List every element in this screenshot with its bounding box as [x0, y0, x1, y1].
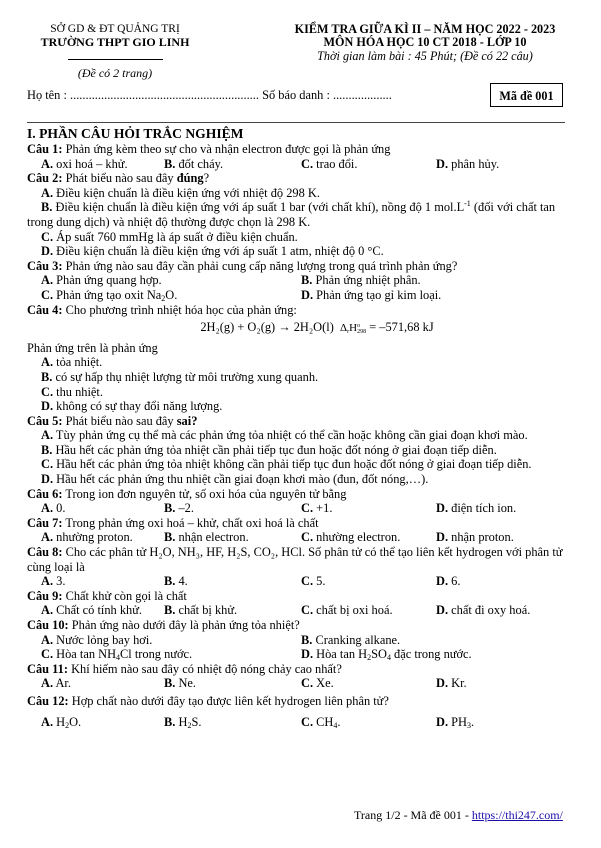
- option-text-mid: SO: [371, 647, 387, 662]
- equation-rhs: = –571,68 kJ: [369, 320, 434, 335]
- question-stem: Trong phản ứng oxi hoá – khử, chất oxi hoá là chất: [65, 515, 319, 530]
- option-key: B.: [164, 501, 176, 516]
- option-text: chất đi oxy hoá.: [451, 603, 531, 618]
- option-key: B.: [41, 369, 53, 384]
- option-a[interactable]: [41, 676, 164, 691]
- question-10-options-row1: [27, 633, 567, 648]
- question-8-options: [27, 574, 567, 589]
- option-d[interactable]: [436, 574, 561, 589]
- exam-content: [27, 125, 567, 729]
- option-text: Cranking alkane.: [315, 632, 401, 647]
- question-stem: Cho các phân tử H₂O, NH₃, HF, H₂S, CO₂, HCl. Số phân tử có thể tạo liên kết hydrogen với phân tử cùng loại là: [27, 545, 563, 574]
- option-text: nhường electron.: [316, 530, 401, 545]
- exam-title: KIỂM TRA GIỮA KÌ II – NĂM HỌC 2022 - 2023: [294, 22, 556, 36]
- option-text: Áp suất 760 mmHg là áp suất ở điều kiện chuẩn.: [56, 229, 298, 244]
- option-text: nhận proton.: [451, 530, 514, 545]
- subscript: 3: [467, 720, 471, 730]
- option-text: oxi hoá – khử.: [56, 156, 128, 171]
- option-b[interactable]: [164, 574, 301, 589]
- option-d[interactable]: [301, 647, 561, 662]
- option-key: C.: [301, 676, 314, 691]
- option-a[interactable]: [41, 715, 164, 730]
- option-c[interactable]: [301, 530, 436, 545]
- option-text: Hầu hết các phản ứng thu nhiệt cần giai đoạn khơi mào (đun, đốt nóng,…).: [56, 472, 429, 487]
- question-7-options: [27, 530, 567, 545]
- question-label: Câu 11:: [27, 661, 68, 676]
- subscript: 4: [386, 653, 391, 663]
- equation-lhs: 2H₂(g) + O₂(g) → 2H₂O(l): [200, 320, 334, 335]
- option-key: D.: [301, 647, 314, 662]
- option-c[interactable]: [301, 603, 436, 618]
- option-text: Hầu hết các phản ứng tỏa nhiệt không cần phải tiếp tục đun hoặc đốt nóng ở giai đoạn tiếp diễn.: [56, 457, 532, 472]
- option-key: C.: [301, 603, 314, 618]
- option-text-cont: (đối với chất tan trong dung dịch) và nhiệt độ thường được chọn là 298 K.: [27, 200, 556, 229]
- option-text: 0.: [56, 501, 66, 516]
- option-text: Xe.: [316, 676, 334, 691]
- question-6-options: [27, 501, 567, 516]
- option-key: B.: [164, 603, 176, 618]
- option-text-cont: .: [337, 714, 341, 729]
- exam-code-box: Mã đề 001: [490, 83, 563, 107]
- option-key: A.: [41, 428, 54, 443]
- question-label: Câu 5:: [27, 413, 63, 428]
- question-5: [27, 414, 567, 429]
- question-label: Câu 2:: [27, 171, 63, 186]
- h-symbol: H: [349, 322, 358, 335]
- question-stem: Chất khử còn gọi là chất: [65, 588, 187, 603]
- option-key: D.: [436, 714, 449, 729]
- option-text-cont: Cl trong nước.: [120, 647, 193, 662]
- option-a[interactable]: [41, 530, 164, 545]
- option-text: thu nhiệt.: [56, 384, 103, 399]
- option-text-cont: đặc trong nước.: [390, 647, 472, 662]
- option-text: 4.: [178, 574, 188, 589]
- option-d[interactable]: [436, 715, 561, 730]
- option-b[interactable]: [164, 603, 301, 618]
- option-text: Phản ứng quang hợp.: [56, 273, 162, 288]
- question-12: [27, 694, 567, 709]
- option-key: D.: [436, 676, 449, 691]
- option-key: B.: [41, 200, 53, 215]
- subscript: 2: [367, 653, 372, 663]
- question-9-options: [27, 603, 567, 618]
- option-b[interactable]: [301, 633, 561, 648]
- question-stem: Khí hiếm nào sau đây có nhiệt độ nóng chảy cao nhất?: [71, 661, 342, 676]
- option-key: A.: [41, 676, 54, 691]
- option-c[interactable]: [301, 676, 436, 691]
- question-label: Câu 10:: [27, 618, 69, 632]
- h-subscript: 298: [357, 328, 367, 335]
- option-text: Hầu hết các phản ứng tỏa nhiệt cần phải tiếp tục đun hoặc đốt nóng ở giai đoạn tiếp diễn.: [55, 442, 497, 457]
- question-10: [27, 618, 567, 633]
- option-key: C.: [301, 530, 314, 545]
- option-key: D.: [436, 501, 449, 516]
- option-key: D.: [436, 574, 449, 589]
- option-key: A.: [41, 714, 54, 729]
- question-stem: Phản ứng nào sau đây cần phải cung cấp năng lượng trong quá trình phản ứng?: [65, 258, 458, 273]
- option-text: +1.: [316, 501, 333, 516]
- question-4-followup: Phản ứng trên là phản ứng: [27, 340, 158, 355]
- page-footer: [354, 808, 563, 823]
- pages-note: (Đề có 2 trang): [77, 66, 153, 80]
- option-c[interactable]: [301, 157, 436, 172]
- question-label: Câu 1:: [27, 142, 63, 156]
- option-b[interactable]: [164, 157, 301, 172]
- option-text: Ne.: [178, 676, 197, 691]
- option-key: B.: [164, 156, 176, 171]
- option-key: D.: [436, 156, 449, 171]
- option-text: phân hủy.: [451, 156, 500, 171]
- option-text: Tùy phản ứng cụ thể mà các phản ứng tỏa nhiệt có thể cần hoặc không cần giai đoạn khơi mào.: [55, 428, 528, 443]
- option-key: C.: [41, 384, 54, 399]
- question-1-options: [27, 157, 567, 172]
- option-key: C.: [301, 501, 314, 516]
- option-key: A.: [41, 603, 54, 618]
- option-a[interactable]: [27, 355, 567, 370]
- option-key: B.: [301, 632, 313, 647]
- header-right: [255, 23, 595, 63]
- option-key: D.: [301, 287, 314, 302]
- option-text: 3.: [56, 574, 66, 589]
- option-key: B.: [164, 574, 176, 589]
- question-1: [27, 142, 567, 157]
- option-b[interactable]: [164, 676, 301, 691]
- department-name: SỞ GD & ĐT QUẢNG TRỊ: [50, 23, 180, 35]
- footer-text: Trang 1/2 - Mã đề 001 -: [354, 808, 472, 822]
- option-b[interactable]: [301, 273, 561, 288]
- enthalpy-symbol: [340, 321, 366, 336]
- option-d[interactable]: [436, 603, 561, 618]
- subscript: 4: [333, 720, 338, 730]
- delta-subscript: r: [347, 329, 350, 336]
- h-indices: [357, 323, 366, 335]
- option-key: A.: [41, 574, 54, 589]
- option-text: nhường proton.: [56, 530, 133, 545]
- student-info: [27, 88, 392, 103]
- option-c[interactable]: [27, 230, 567, 245]
- option-text: H: [178, 714, 188, 729]
- question-stem-end: ?: [203, 171, 210, 186]
- delta-symbol: Δ: [340, 322, 348, 335]
- option-a[interactable]: [27, 186, 567, 201]
- option-key: B.: [164, 714, 176, 729]
- option-key: C.: [41, 287, 54, 302]
- option-key: C.: [41, 229, 54, 244]
- footer-link[interactable]: https://thi247.com/: [471, 808, 563, 822]
- option-c[interactable]: [27, 385, 567, 400]
- option-d[interactable]: [436, 676, 561, 691]
- option-c[interactable]: [301, 501, 436, 516]
- option-key: C.: [301, 156, 314, 171]
- subscript: 2: [187, 720, 192, 730]
- option-d[interactable]: [27, 399, 567, 414]
- student-name-field[interactable]: Họ tên : .............................................................: [27, 88, 259, 102]
- option-text: Phản ứng tạo gỉ kim loại.: [316, 287, 442, 302]
- option-d[interactable]: [27, 244, 567, 259]
- option-key: A.: [41, 156, 54, 171]
- question-3-options-row1: [27, 273, 567, 288]
- option-text: Ar.: [55, 676, 71, 691]
- question-stem: Hợp chất nào dưới đây tạo được liên kết hydrogen liên phân tử?: [71, 693, 389, 708]
- option-a[interactable]: [41, 157, 164, 172]
- option-text: chất bị khử.: [178, 603, 238, 618]
- option-text: có sự hấp thụ nhiệt lượng từ môi trường xung quanh.: [55, 369, 319, 384]
- option-text: Phản ứng tạo oxit Na: [56, 287, 162, 302]
- option-text: Hòa tan NH: [56, 647, 117, 662]
- question-stem: Trong ion đơn nguyên tử, số oxi hóa của nguyên tử bằng: [65, 486, 347, 501]
- question-11: [27, 662, 567, 677]
- question-emphasis: sai?: [176, 413, 198, 428]
- option-text: PH: [451, 714, 467, 729]
- option-a[interactable]: [41, 273, 301, 288]
- question-11-options: [27, 676, 567, 691]
- question-emphasis: đúng: [176, 171, 204, 186]
- option-d[interactable]: [436, 530, 561, 545]
- option-key: A.: [41, 530, 54, 545]
- option-d[interactable]: [27, 472, 567, 487]
- option-text: Điều kiện chuẩn là điều kiện ứng với nhiệt độ 298 K.: [56, 185, 320, 200]
- option-c[interactable]: [301, 574, 436, 589]
- option-c[interactable]: [41, 647, 301, 662]
- subscript: 4: [116, 653, 121, 663]
- question-7: [27, 516, 567, 531]
- header-rule: [68, 59, 163, 60]
- subscript: 2: [161, 293, 166, 303]
- question-8: [27, 545, 567, 574]
- option-key: C.: [41, 647, 54, 662]
- school-name: TRƯỜNG THPT GIO LINH: [40, 35, 190, 49]
- option-key: B.: [301, 273, 313, 288]
- question-label: Câu 7:: [27, 515, 63, 530]
- option-key: C.: [301, 574, 314, 589]
- option-text: điện tích ion.: [451, 501, 517, 516]
- question-stem: Cho phương trình nhiệt hóa học của phản ứng:: [65, 302, 297, 317]
- option-text: nhận electron.: [178, 530, 249, 545]
- option-d[interactable]: [436, 157, 561, 172]
- option-a[interactable]: [27, 428, 567, 443]
- option-key: D.: [41, 472, 54, 487]
- question-label: Câu 3:: [27, 258, 63, 273]
- question-4: [27, 303, 567, 318]
- option-text-cont: O.: [165, 287, 178, 302]
- option-text: 6.: [451, 574, 461, 589]
- option-text: Nước lỏng bay hơi.: [56, 632, 153, 647]
- option-d[interactable]: [436, 501, 561, 516]
- option-text: đốt cháy.: [178, 156, 224, 171]
- subscript: 2: [65, 720, 70, 730]
- option-text: CH: [316, 714, 334, 729]
- option-key: A.: [41, 273, 54, 288]
- question-label: Câu 6:: [27, 486, 63, 501]
- option-c[interactable]: [27, 457, 567, 472]
- option-text-cont: S.: [191, 714, 202, 729]
- student-id-field[interactable]: Số báo danh : ...................: [262, 88, 392, 102]
- option-b[interactable]: [27, 443, 567, 458]
- option-d[interactable]: [301, 288, 561, 303]
- option-text: Phản ứng nhiệt phân.: [315, 273, 421, 288]
- option-key: A.: [41, 501, 54, 516]
- option-key: C.: [41, 457, 54, 472]
- header-divider: [27, 122, 565, 123]
- question-stem: Phản ứng nào dưới đây là phản ứng tỏa nhiệt?: [71, 618, 300, 632]
- option-a[interactable]: [41, 603, 164, 618]
- superscript: -1: [464, 199, 471, 209]
- option-b[interactable]: [164, 715, 301, 730]
- exam-subject: MÔN HÓA HỌC 10 CT 2018 - LỚP 10: [323, 35, 527, 49]
- option-c[interactable]: [301, 715, 436, 730]
- option-key: B.: [41, 442, 53, 457]
- option-key: B.: [164, 676, 176, 691]
- section-title: I. PHẦN CÂU HỎI TRẮC NGHIỆM: [27, 126, 244, 141]
- option-text: Điều kiện chuẩn là điều kiện ứng với áp suất 1 atm, nhiệt độ 0 °C.: [56, 244, 384, 259]
- question-label: Câu 8:: [27, 545, 63, 560]
- option-text: Điều kiện chuẩn là điều kiện ứng với áp suất 1 bar (với chất khí), nồng độ 1 mol.L: [55, 200, 465, 215]
- question-3-options-row2: [27, 288, 567, 303]
- option-text: Chất có tính khử.: [56, 603, 143, 618]
- option-text: H: [56, 714, 66, 729]
- option-key: D.: [436, 530, 449, 545]
- option-text: chất bị oxi hoá.: [316, 603, 393, 618]
- question-9: [27, 589, 567, 604]
- option-key: A.: [41, 185, 54, 200]
- question-6: [27, 487, 567, 502]
- question-stem: Phản ứng kèm theo sự cho và nhận electron được gọi là phản ứng: [65, 142, 391, 156]
- thermochemical-equation: [27, 320, 567, 336]
- option-text: –2.: [178, 501, 194, 516]
- question-12-options: [27, 715, 567, 730]
- option-text-cont: .: [471, 714, 475, 729]
- option-key: D.: [41, 399, 54, 414]
- option-text-cont: O.: [69, 714, 82, 729]
- question-3: [27, 259, 567, 274]
- exam-time-note: Thời gian làm bài : 45 Phút; (Đề có 22 câu): [317, 49, 533, 63]
- option-b[interactable]: [27, 370, 567, 385]
- option-c[interactable]: [41, 288, 301, 303]
- option-key: D.: [436, 603, 449, 618]
- option-key: B.: [164, 530, 176, 545]
- option-key: A.: [41, 632, 54, 647]
- question-2: [27, 171, 567, 186]
- header-left: [20, 23, 210, 81]
- question-10-options-row2: [27, 647, 567, 662]
- option-text: trao đổi.: [316, 156, 358, 171]
- option-a[interactable]: [41, 501, 164, 516]
- question-label: Câu 4:: [27, 302, 63, 317]
- option-text: 5.: [316, 574, 326, 589]
- option-b[interactable]: [27, 200, 567, 229]
- option-a[interactable]: [41, 574, 164, 589]
- option-key: A.: [41, 355, 54, 370]
- option-text: Hòa tan H: [316, 647, 368, 662]
- option-key: C.: [301, 714, 314, 729]
- option-b[interactable]: [164, 501, 301, 516]
- question-stem: Phát biểu nào sau đây: [65, 413, 177, 428]
- option-text: tỏa nhiệt.: [56, 355, 103, 370]
- option-key: D.: [41, 244, 54, 259]
- option-text: Kr.: [451, 676, 467, 691]
- option-b[interactable]: [164, 530, 301, 545]
- question-stem: Phát biểu nào sau đây: [65, 171, 177, 186]
- h-superscript: o: [357, 322, 361, 329]
- option-text: không có sự thay đổi năng lượng.: [56, 399, 223, 414]
- option-a[interactable]: [41, 633, 301, 648]
- question-label: Câu 9:: [27, 588, 63, 603]
- question-label: Câu 12:: [27, 693, 69, 708]
